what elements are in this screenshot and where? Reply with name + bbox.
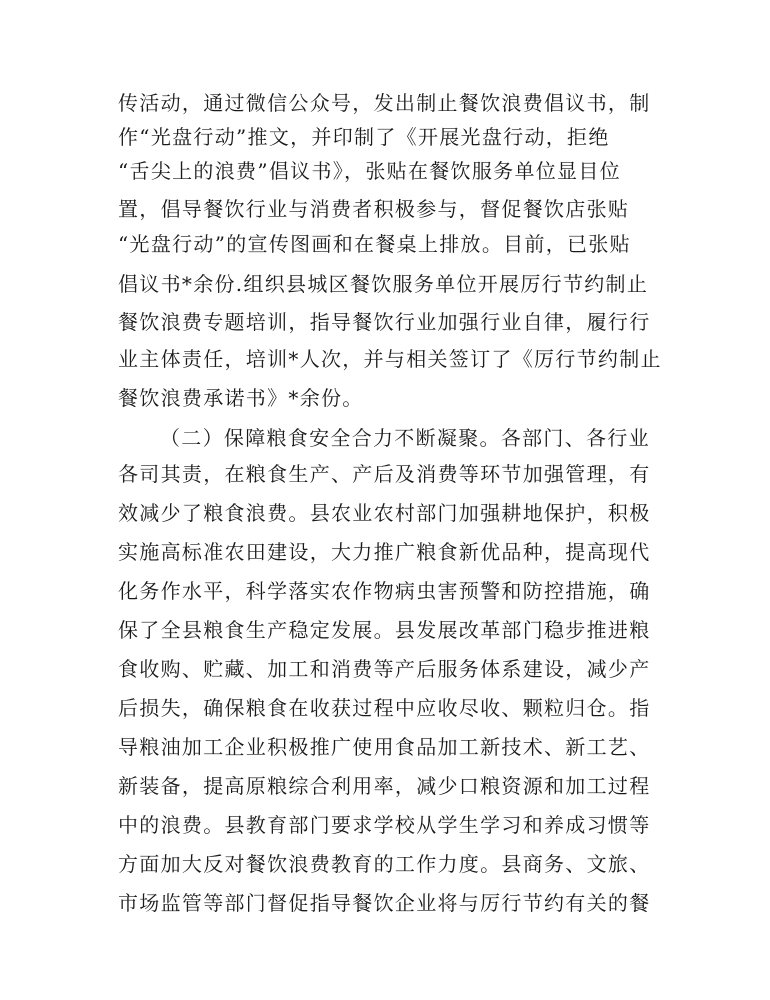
text-line: 倡议书*余份.组织县城区餐饮服务单位开展厉行节约制止 — [118, 272, 649, 296]
text-line: 化务作水平，科学落实农作物病虫害预警和防控措施，确 — [118, 579, 651, 603]
text-line: 后损失，确保粮食在收获过程中应收尽收、颗粒归仓。指 — [118, 696, 651, 720]
text-line: 食收购、贮藏、加工和消费等产后服务体系建设，减少产 — [118, 657, 651, 681]
text-line: 作“光盘行动”推文，并印制了《开展光盘行动，拒绝 — [118, 125, 610, 149]
text-line: 方面加大反对餐饮浪费教育的工作力度。县商务、文旅、 — [118, 852, 651, 876]
text-line: 效减少了粮食浪费。县农业农村部门加强耕地保护，积极 — [118, 501, 651, 525]
text-line: 业主体责任，培训*人次，并与相关签订了《厉行节约制止 — [118, 347, 662, 371]
text-line: “舌尖上的浪费”倡议书》，张贴在餐饮服务单位显目位 — [118, 159, 621, 183]
text-line: 新装备，提高原粮综合利用率，减少口粮资源和加工过程 — [118, 774, 651, 798]
text-line: 实施高标准农田建设，大力推广粮食新优品种，提高现代 — [118, 540, 651, 564]
text-line: 餐饮浪费专题培训，指导餐饮行业加强行业自律，履行行 — [118, 310, 651, 334]
text-line: 导粮油加工企业积极推广使用食品加工新技术、新工艺、 — [118, 735, 651, 759]
text-line: 中的浪费。县教育部门要求学校从学生学习和养成习惯等 — [118, 813, 651, 837]
text-line: 餐饮浪费承诺书》*余份。 — [118, 386, 364, 410]
text-line: 置，倡导餐饮行业与消费者积极参与，督促餐饮店张贴 — [118, 197, 630, 221]
text-line: 市场监管等部门督促指导餐饮企业将与厉行节约有关的餐 — [118, 891, 651, 915]
text-line: 保了全县粮食生产稳定发展。县发展改革部门稳步推进粮 — [118, 618, 651, 642]
text-line: “光盘行动”的宣传图画和在餐桌上排放。目前，已张贴 — [118, 232, 631, 256]
section-heading: （二）保障粮食安全合力不断凝聚。各部门、各行业 — [160, 426, 650, 450]
text-line: 各司其责，在粮食生产、产后及消费等环节加强管理，有 — [118, 462, 651, 486]
text-line: 传活动，通过微信公众号，发出制止餐饮浪费倡议书，制 — [118, 91, 651, 115]
